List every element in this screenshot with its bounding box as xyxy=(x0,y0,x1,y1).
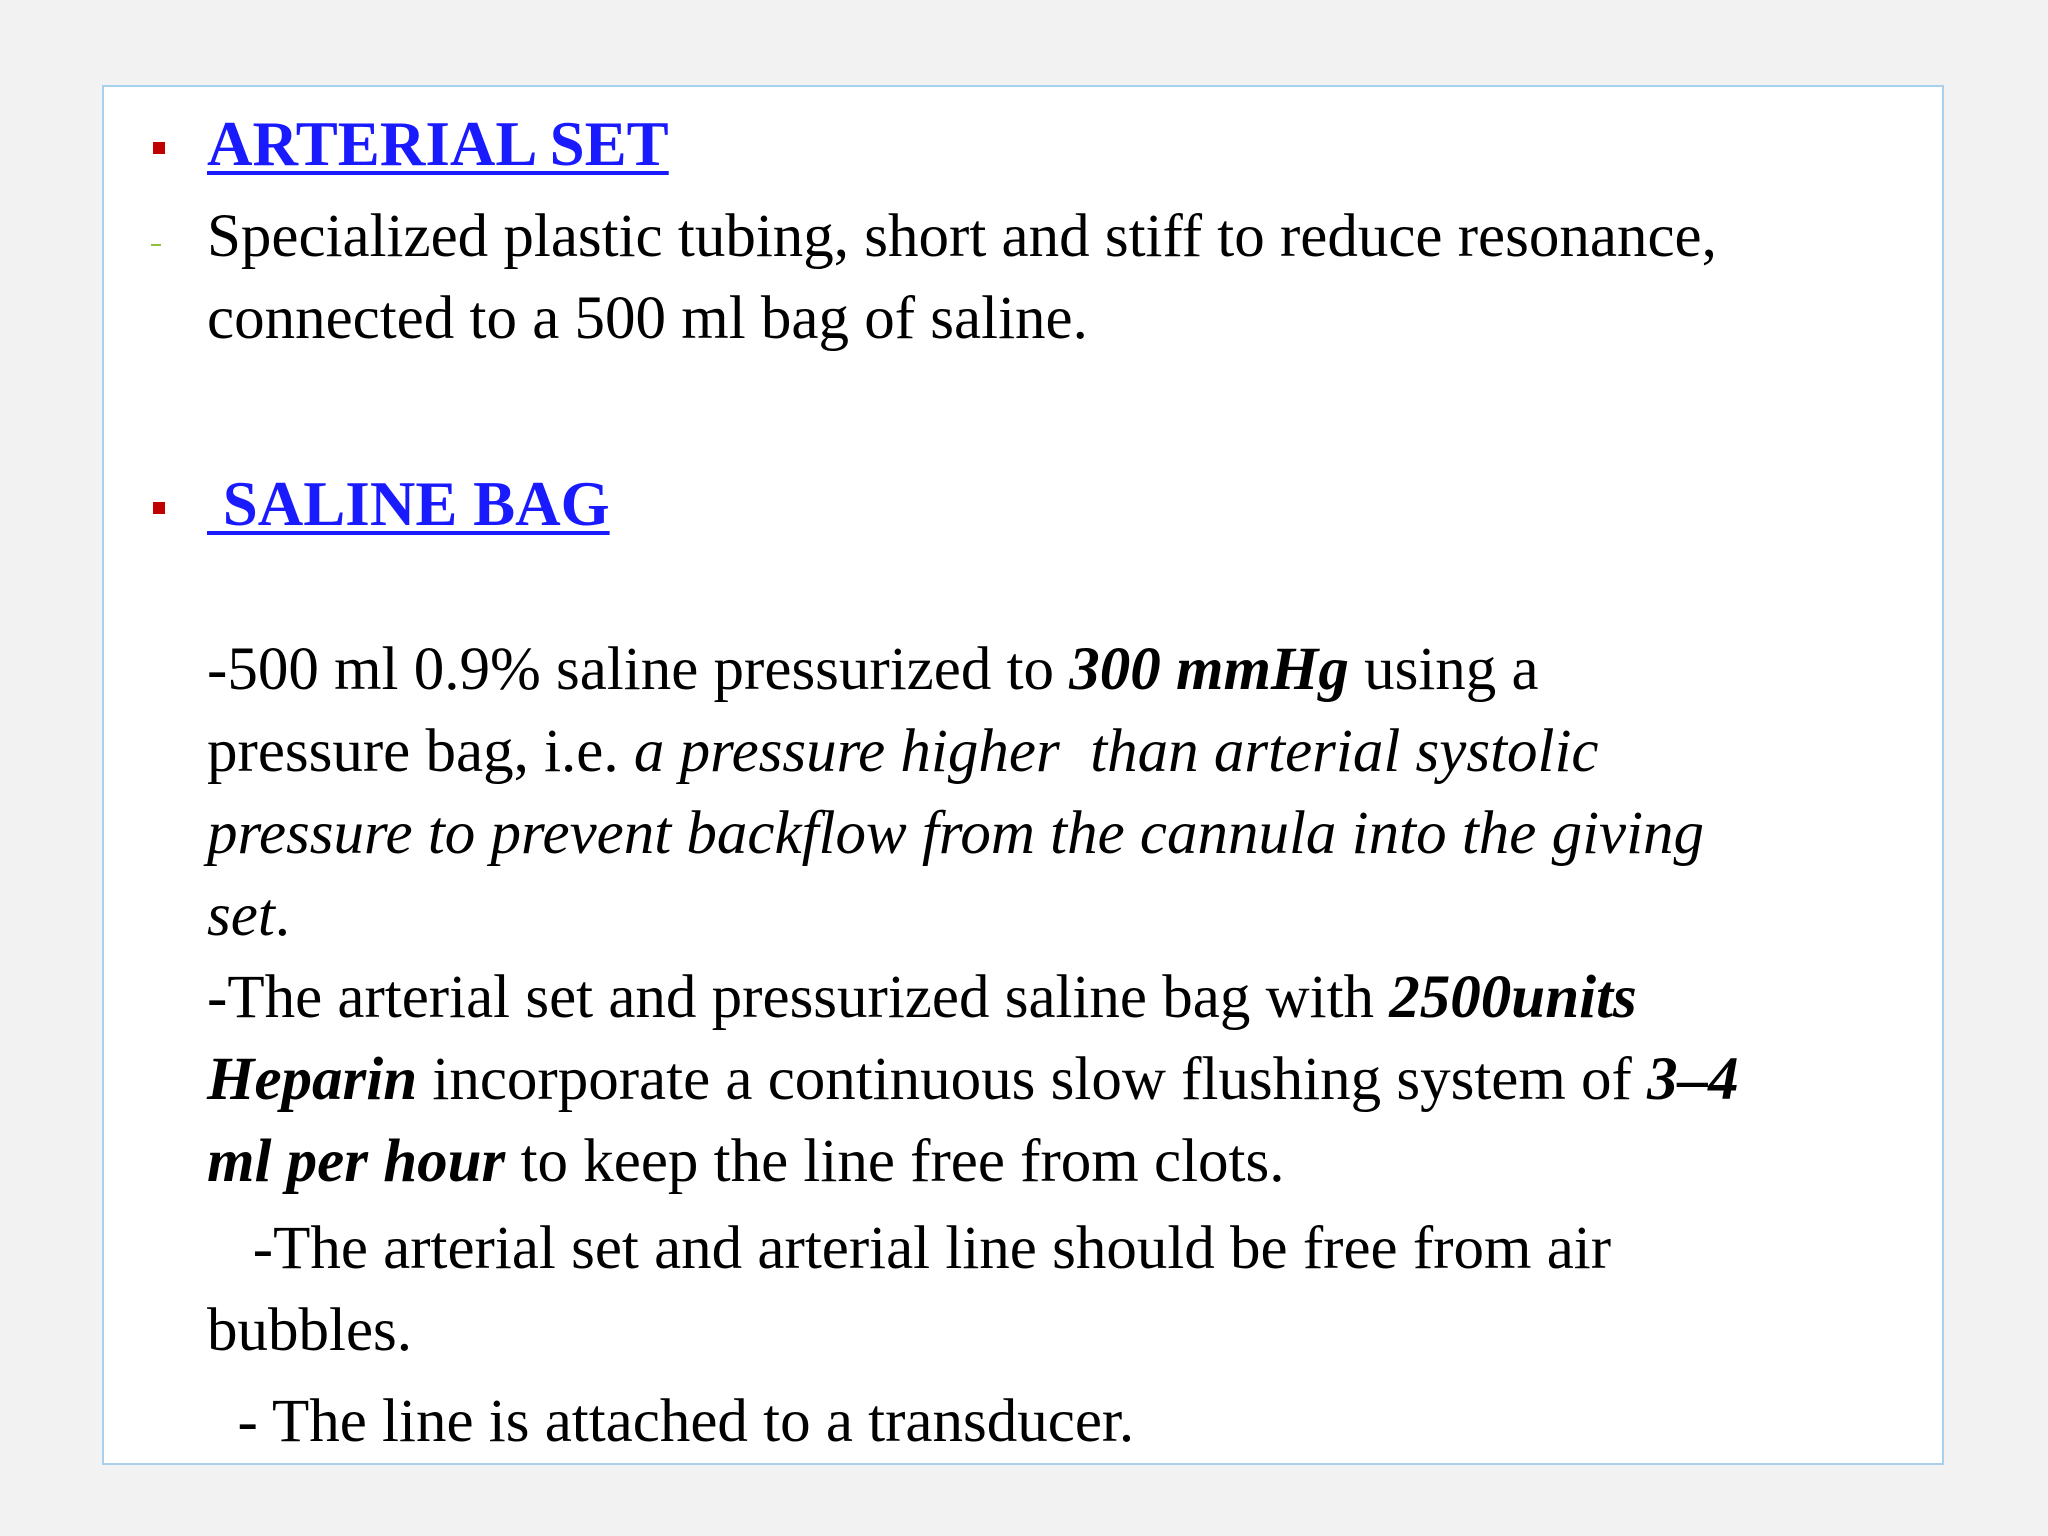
bullet-dash-icon xyxy=(151,244,161,246)
text-run: incorporate a continuous slow flushing system of xyxy=(417,1046,1648,1113)
saline-para4-line: - The line is attached to a transducer. xyxy=(207,1388,1135,1455)
saline-para1-line-2 xyxy=(207,711,1599,793)
italic-text-run: set xyxy=(207,882,275,949)
flush-rate-unit: ml per hour xyxy=(207,1128,506,1195)
slide xyxy=(102,85,1944,1465)
saline-para1-line-3: pressure to prevent backflow from the cannula into the giving xyxy=(207,800,1705,867)
text-run: . xyxy=(274,882,291,949)
text-run: pressure bag, i.e. xyxy=(207,718,634,785)
saline-para3-line-1: -The arterial set and arterial line should be free from air xyxy=(207,1215,1612,1282)
flush-rate-value: 3–4 xyxy=(1647,1046,1739,1113)
saline-para2-line-1 xyxy=(207,957,1637,1039)
saline-para1-line-1 xyxy=(207,629,1539,711)
saline-para2-line-2 xyxy=(207,1039,1739,1121)
pressure-value: 300 mmHg xyxy=(1069,636,1349,703)
italic-text-run: a pressure higher than arterial systolic xyxy=(633,718,1599,785)
bullet-square-icon xyxy=(153,502,165,514)
bullet-square-icon xyxy=(153,142,165,154)
text-run: using a xyxy=(1348,636,1539,703)
arterial-set-line-1: Specialized plastic tubing, short and stiff to reduce resonance, xyxy=(207,203,1717,270)
saline-para1-line-4 xyxy=(207,875,290,957)
heading-arterial-set: ARTERIAL SET xyxy=(207,109,669,179)
text-run: to keep the line free from clots. xyxy=(505,1128,1285,1195)
saline-para3-line-2: bubbles. xyxy=(207,1297,413,1364)
heparin-label: Heparin xyxy=(207,1046,418,1113)
text-run: -The arterial set and pressurized saline bag with xyxy=(207,964,1390,1031)
saline-para2-line-3 xyxy=(207,1121,1284,1203)
heparin-units: 2500units xyxy=(1389,964,1637,1031)
heading-saline-bag: SALINE BAG xyxy=(207,469,610,539)
text-run: -500 ml 0.9% saline pressurized to xyxy=(207,636,1070,703)
arterial-set-line-2: connected to a 500 ml bag of saline. xyxy=(207,285,1088,352)
